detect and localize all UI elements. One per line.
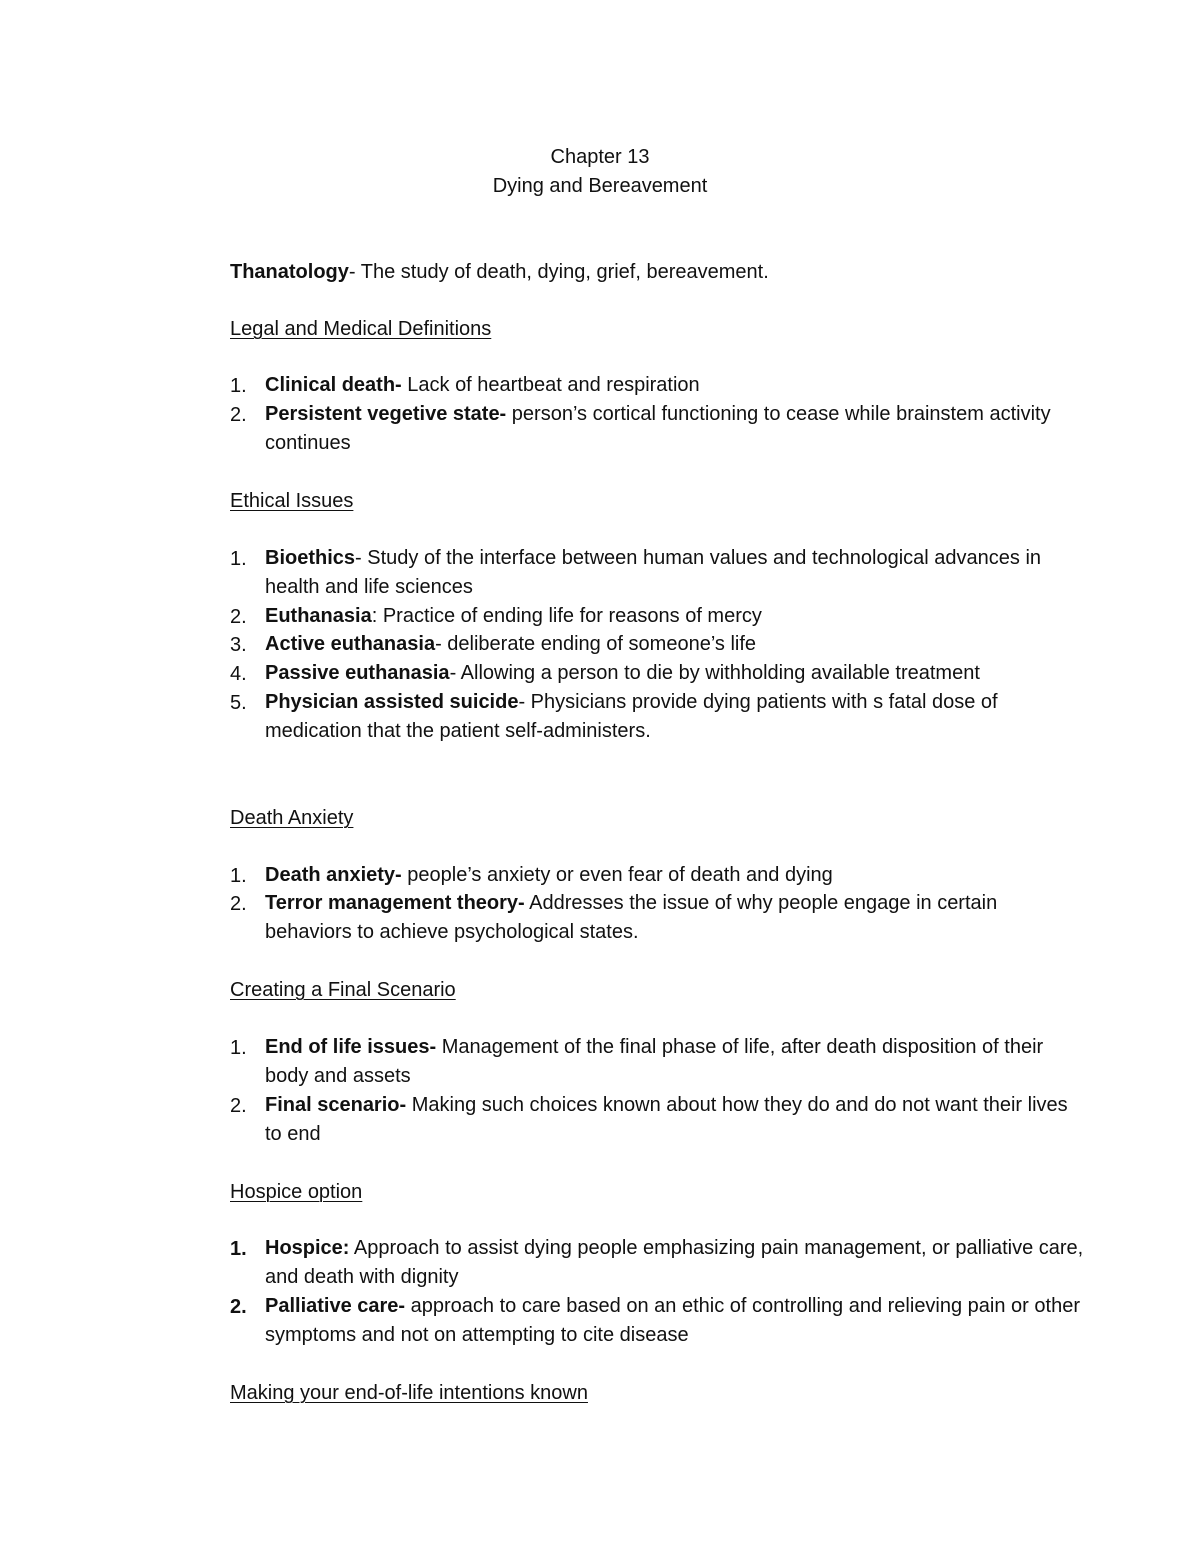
- list-number: 2.: [230, 1095, 247, 1117]
- list-item-term: Active euthanasia: [265, 633, 436, 655]
- list-number: 2.: [230, 893, 247, 915]
- list-number: 3.: [230, 634, 247, 656]
- list-number: 1.: [230, 865, 247, 887]
- list-number: 1.: [230, 375, 247, 397]
- list-item-term: End of life issues-: [265, 1036, 437, 1058]
- list-item-text: - Allowing a person to die by withholding available treatment: [449, 662, 980, 684]
- intro-text: - The study of death, dying, grief, bereavement.: [348, 261, 769, 283]
- list-item-term: Final scenario-: [265, 1094, 407, 1116]
- list-item: [265, 602, 1085, 631]
- list-item: [265, 889, 1085, 946]
- list-item: [265, 1091, 1085, 1148]
- list-number: 2.: [230, 404, 247, 426]
- list-item-term: Clinical death-: [265, 374, 402, 396]
- list-item: [265, 544, 1085, 601]
- section-heading-ethical: Ethical Issues: [230, 490, 354, 512]
- list-item-term: Hospice:: [265, 1237, 350, 1259]
- list-item-text: people’s anxiety or even fear of death and dying: [401, 864, 833, 886]
- list-item-term: Palliative care-: [265, 1295, 406, 1317]
- list-number: 1.: [230, 1238, 247, 1260]
- intro-term: Thanatology: [230, 261, 349, 283]
- section-heading-anxiety: Death Anxiety: [230, 807, 354, 829]
- list-item-term: Passive euthanasia: [265, 662, 450, 684]
- section-heading-legal: Legal and Medical Definitions: [230, 318, 492, 340]
- list-item-term: Bioethics: [265, 547, 356, 569]
- list-number: 2.: [230, 1296, 247, 1318]
- list-item-term: Persistent vegetive state-: [265, 403, 507, 425]
- list-item-term: Terror management theory-: [265, 892, 525, 914]
- list-number: 1.: [230, 548, 247, 570]
- list-item-text: Addresses the issue of why people engage in certain behaviors to achieve psychological states.: [265, 892, 998, 943]
- list-item-text: - deliberate ending of someone’s life: [435, 633, 757, 655]
- list-item: [265, 630, 1085, 659]
- list-item-text: Making such choices known about how they do and do not want their lives to end: [265, 1094, 1068, 1145]
- list-item: [265, 371, 1085, 400]
- intro-definition: [230, 260, 1090, 284]
- list-item: [265, 688, 1085, 745]
- list-item-term: Physician assisted suicide: [265, 691, 519, 713]
- section-heading-scenario: Creating a Final Scenario: [230, 979, 456, 1001]
- list-item-term: Euthanasia: [265, 605, 372, 627]
- list-item-text: Lack of heartbeat and respiration: [401, 374, 700, 396]
- list-item-text: Approach to assist dying people emphasizing pain management, or palliative care, and death with dignity: [265, 1237, 1084, 1288]
- list-item-text: - Physicians provide dying patients with s fatal dose of medication that the patient self-administers.: [265, 691, 998, 742]
- list-number: 4.: [230, 663, 247, 685]
- list-item: [265, 659, 1085, 688]
- list-item-text: Management of the final phase of life, after death disposition of their body and assets: [265, 1036, 1044, 1087]
- list-item: [265, 861, 1085, 890]
- chapter-subtitle: Dying and Bereavement: [492, 175, 708, 197]
- chapter-title: Chapter 13: [550, 146, 650, 168]
- list-number: 1.: [230, 1037, 247, 1059]
- list-item-text: person’s cortical functioning to cease while brainstem activity continues: [265, 403, 1051, 454]
- list-item: [265, 400, 1085, 457]
- list-item: [265, 1033, 1085, 1090]
- section-heading-intentions: Making your end-of-life intentions known: [230, 1382, 588, 1404]
- section-heading-hospice: Hospice option: [230, 1181, 363, 1203]
- list-item-text: : Practice of ending life for reasons of mercy: [371, 605, 762, 627]
- list-number: 5.: [230, 692, 247, 714]
- list-item: [265, 1234, 1085, 1291]
- list-number: 2.: [230, 606, 247, 628]
- list-item-text: approach to care based on an ethic of controlling and relieving pain or other symptoms and not on attempting to cite disease: [265, 1295, 1080, 1346]
- list-item-term: Death anxiety-: [265, 864, 402, 886]
- list-item-text: - Study of the interface between human values and technological advances in health and life sciences: [265, 547, 1042, 598]
- list-item: [265, 1292, 1085, 1349]
